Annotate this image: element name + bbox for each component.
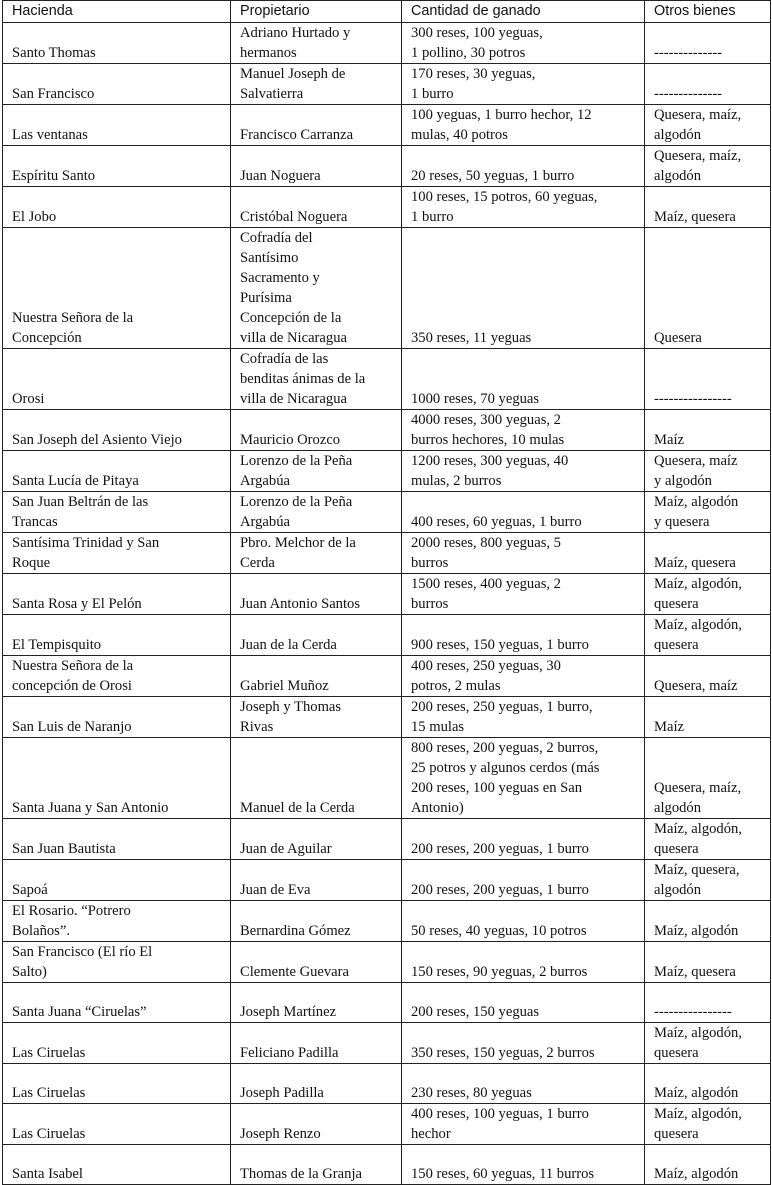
table-body (3, 23, 771, 1185)
table-row (3, 1023, 771, 1064)
cantidad-ganado-cell: 400 reses, 100 yeguas, 1 burro hechor (402, 1104, 645, 1145)
propietario-cell: Lorenzo de la Peña Argabúa (231, 451, 402, 492)
otros-bienes-cell: Quesera, maíz (645, 656, 771, 697)
header-cantidad-de-ganado: Cantidad de ganado (402, 1, 645, 23)
otros-bienes-cell: -------------- (645, 64, 771, 105)
hacienda-cell: San Joseph del Asiento Viejo (3, 410, 231, 451)
otros-bienes-cell: Quesera, maíz y algodón (645, 451, 771, 492)
propietario-cell: Mauricio Orozco (231, 410, 402, 451)
otros-bienes-cell: Maíz, algodón (645, 901, 771, 942)
hacienda-cell: San Francisco (3, 64, 231, 105)
cantidad-ganado-cell: 200 reses, 250 yeguas, 1 burro, 15 mulas (402, 697, 645, 738)
otros-bienes-cell: Maíz, algodón, quesera (645, 819, 771, 860)
cantidad-ganado-cell: 1200 reses, 300 yeguas, 40 mulas, 2 burros (402, 451, 645, 492)
otros-bienes-cell: Maíz (645, 410, 771, 451)
hacienda-cell: San Juan Bautista (3, 819, 231, 860)
cantidad-ganado-cell: 350 reses, 11 yeguas (402, 228, 645, 349)
otros-bienes-cell: Quesera (645, 228, 771, 349)
table-row (3, 656, 771, 697)
cantidad-ganado-cell: 800 reses, 200 yeguas, 2 burros, 25 potros y algunos cerdos (más 200 reses, 100 yeguas en San Antonio) (402, 738, 645, 819)
hacienda-cell: Santísima Trinidad y San Roque (3, 533, 231, 574)
otros-bienes-cell: Quesera, maíz, algodón (645, 146, 771, 187)
propietario-cell: Manuel de la Cerda (231, 738, 402, 819)
table-header (3, 1, 771, 23)
table-row (3, 697, 771, 738)
propietario-cell: Joseph Padilla (231, 1064, 402, 1104)
propietario-cell: Pbro. Melchor de la Cerda (231, 533, 402, 574)
cantidad-ganado-cell: 50 reses, 40 yeguas, 10 potros (402, 901, 645, 942)
otros-bienes-cell: Maíz, quesera, algodón (645, 860, 771, 901)
propietario-cell: Juan de Aguilar (231, 819, 402, 860)
propietario-cell: Cofradía del Santísimo Sacramento y Purísima Concepción de la villa de Nicaragua (231, 228, 402, 349)
table-row (3, 349, 771, 410)
hacienda-cell: San Luis de Naranjo (3, 697, 231, 738)
otros-bienes-cell: Maíz, quesera (645, 533, 771, 574)
hacienda-cell: Sapoá (3, 860, 231, 901)
propietario-cell: Cofradía de las benditas ánimas de la villa de Nicaragua (231, 349, 402, 410)
otros-bienes-cell: Maíz, algodón, quesera (645, 615, 771, 656)
table-row (3, 146, 771, 187)
cantidad-ganado-cell: 150 reses, 90 yeguas, 2 burros (402, 942, 645, 983)
table-row (3, 1104, 771, 1145)
cantidad-ganado-cell: 200 reses, 200 yeguas, 1 burro (402, 860, 645, 901)
hacienda-cell: El Tempisquito (3, 615, 231, 656)
hacienda-cell: San Francisco (El río El Salto) (3, 942, 231, 983)
otros-bienes-cell: Maíz, quesera (645, 942, 771, 983)
haciendas-table (2, 0, 771, 1185)
otros-bienes-cell: Maíz (645, 697, 771, 738)
hacienda-cell: Las Ciruelas (3, 1023, 231, 1064)
table-row (3, 738, 771, 819)
cantidad-ganado-cell: 200 reses, 150 yeguas (402, 983, 645, 1023)
propietario-cell: Thomas de la Granja (231, 1145, 402, 1185)
propietario-cell: Juan Antonio Santos (231, 574, 402, 615)
hacienda-cell: Santa Isabel (3, 1145, 231, 1185)
hacienda-cell: Las Ciruelas (3, 1064, 231, 1104)
cantidad-ganado-cell: 400 reses, 60 yeguas, 1 burro (402, 492, 645, 533)
table-row (3, 1145, 771, 1185)
table-row (3, 983, 771, 1023)
propietario-cell: Adriano Hurtado y hermanos (231, 23, 402, 64)
propietario-cell: Lorenzo de la Peña Argabúa (231, 492, 402, 533)
propietario-cell: Clemente Guevara (231, 942, 402, 983)
cantidad-ganado-cell: 170 reses, 30 yeguas, 1 burro (402, 64, 645, 105)
propietario-cell: Manuel Joseph de Salvatierra (231, 64, 402, 105)
propietario-cell: Joseph Renzo (231, 1104, 402, 1145)
header-row (3, 1, 771, 23)
cantidad-ganado-cell: 1000 reses, 70 yeguas (402, 349, 645, 410)
table-row (3, 492, 771, 533)
otros-bienes-cell: -------------- (645, 23, 771, 64)
cantidad-ganado-cell: 400 reses, 250 yeguas, 30 potros, 2 mulas (402, 656, 645, 697)
otros-bienes-cell: Maíz, algodón, quesera (645, 574, 771, 615)
otros-bienes-cell: Maíz, algodón, quesera (645, 1104, 771, 1145)
cantidad-ganado-cell: 1500 reses, 400 yeguas, 2 burros (402, 574, 645, 615)
header-propietario: Propietario (231, 1, 402, 23)
hacienda-cell: Orosi (3, 349, 231, 410)
cantidad-ganado-cell: 2000 reses, 800 yeguas, 5 burros (402, 533, 645, 574)
hacienda-cell: Nuestra Señora de la concepción de Orosi (3, 656, 231, 697)
hacienda-cell: San Juan Beltrán de las Trancas (3, 492, 231, 533)
table-row (3, 451, 771, 492)
propietario-cell: Joseph y Thomas Rivas (231, 697, 402, 738)
table-row (3, 228, 771, 349)
header-hacienda: Hacienda (3, 1, 231, 23)
table-row (3, 574, 771, 615)
propietario-cell: Cristóbal Noguera (231, 187, 402, 228)
propietario-cell: Bernardina Gómez (231, 901, 402, 942)
otros-bienes-cell: Maíz, algodón, quesera (645, 1023, 771, 1064)
propietario-cell: Juan de la Cerda (231, 615, 402, 656)
table-row (3, 64, 771, 105)
otros-bienes-cell: ---------------- (645, 983, 771, 1023)
hacienda-cell: Santa Lucía de Pitaya (3, 451, 231, 492)
table-row (3, 819, 771, 860)
hacienda-cell: Santa Rosa y El Pelón (3, 574, 231, 615)
hacienda-cell: Santo Thomas (3, 23, 231, 64)
propietario-cell: Feliciano Padilla (231, 1023, 402, 1064)
table-row (3, 23, 771, 64)
otros-bienes-cell: Maíz, algodón (645, 1145, 771, 1185)
hacienda-cell: Espíritu Santo (3, 146, 231, 187)
otros-bienes-cell: Maíz, algodón y quesera (645, 492, 771, 533)
otros-bienes-cell: Quesera, maíz, algodón (645, 105, 771, 146)
table-row (3, 533, 771, 574)
table-row (3, 901, 771, 942)
propietario-cell: Juan Noguera (231, 146, 402, 187)
cantidad-ganado-cell: 20 reses, 50 yeguas, 1 burro (402, 146, 645, 187)
otros-bienes-cell: Quesera, maíz, algodón (645, 738, 771, 819)
table-row (3, 410, 771, 451)
table-row (3, 615, 771, 656)
propietario-cell: Francisco Carranza (231, 105, 402, 146)
table-row (3, 942, 771, 983)
otros-bienes-cell: Maíz, algodón (645, 1064, 771, 1104)
hacienda-cell: Nuestra Señora de la Concepción (3, 228, 231, 349)
cantidad-ganado-cell: 900 reses, 150 yeguas, 1 burro (402, 615, 645, 656)
hacienda-cell: Las Ciruelas (3, 1104, 231, 1145)
header-otros-bienes: Otros bienes (645, 1, 771, 23)
propietario-cell: Joseph Martínez (231, 983, 402, 1023)
cantidad-ganado-cell: 200 reses, 200 yeguas, 1 burro (402, 819, 645, 860)
table-row (3, 105, 771, 146)
table-row (3, 860, 771, 901)
cantidad-ganado-cell: 100 reses, 15 potros, 60 yeguas, 1 burro (402, 187, 645, 228)
cantidad-ganado-cell: 150 reses, 60 yeguas, 11 burros (402, 1145, 645, 1185)
propietario-cell: Gabriel Muñoz (231, 656, 402, 697)
otros-bienes-cell: ---------------- (645, 349, 771, 410)
cantidad-ganado-cell: 300 reses, 100 yeguas, 1 pollino, 30 potros (402, 23, 645, 64)
hacienda-cell: Santa Juana “Ciruelas” (3, 983, 231, 1023)
hacienda-cell: Las ventanas (3, 105, 231, 146)
table-row (3, 187, 771, 228)
hacienda-cell: Santa Juana y San Antonio (3, 738, 231, 819)
table-row (3, 1064, 771, 1104)
hacienda-cell: El Rosario. “Potrero Bolaños”. (3, 901, 231, 942)
otros-bienes-cell: Maíz, quesera (645, 187, 771, 228)
propietario-cell: Juan de Eva (231, 860, 402, 901)
cantidad-ganado-cell: 350 reses, 150 yeguas, 2 burros (402, 1023, 645, 1064)
cantidad-ganado-cell: 230 reses, 80 yeguas (402, 1064, 645, 1104)
hacienda-cell: El Jobo (3, 187, 231, 228)
cantidad-ganado-cell: 4000 reses, 300 yeguas, 2 burros hechores, 10 mulas (402, 410, 645, 451)
cantidad-ganado-cell: 100 yeguas, 1 burro hechor, 12 mulas, 40 potros (402, 105, 645, 146)
